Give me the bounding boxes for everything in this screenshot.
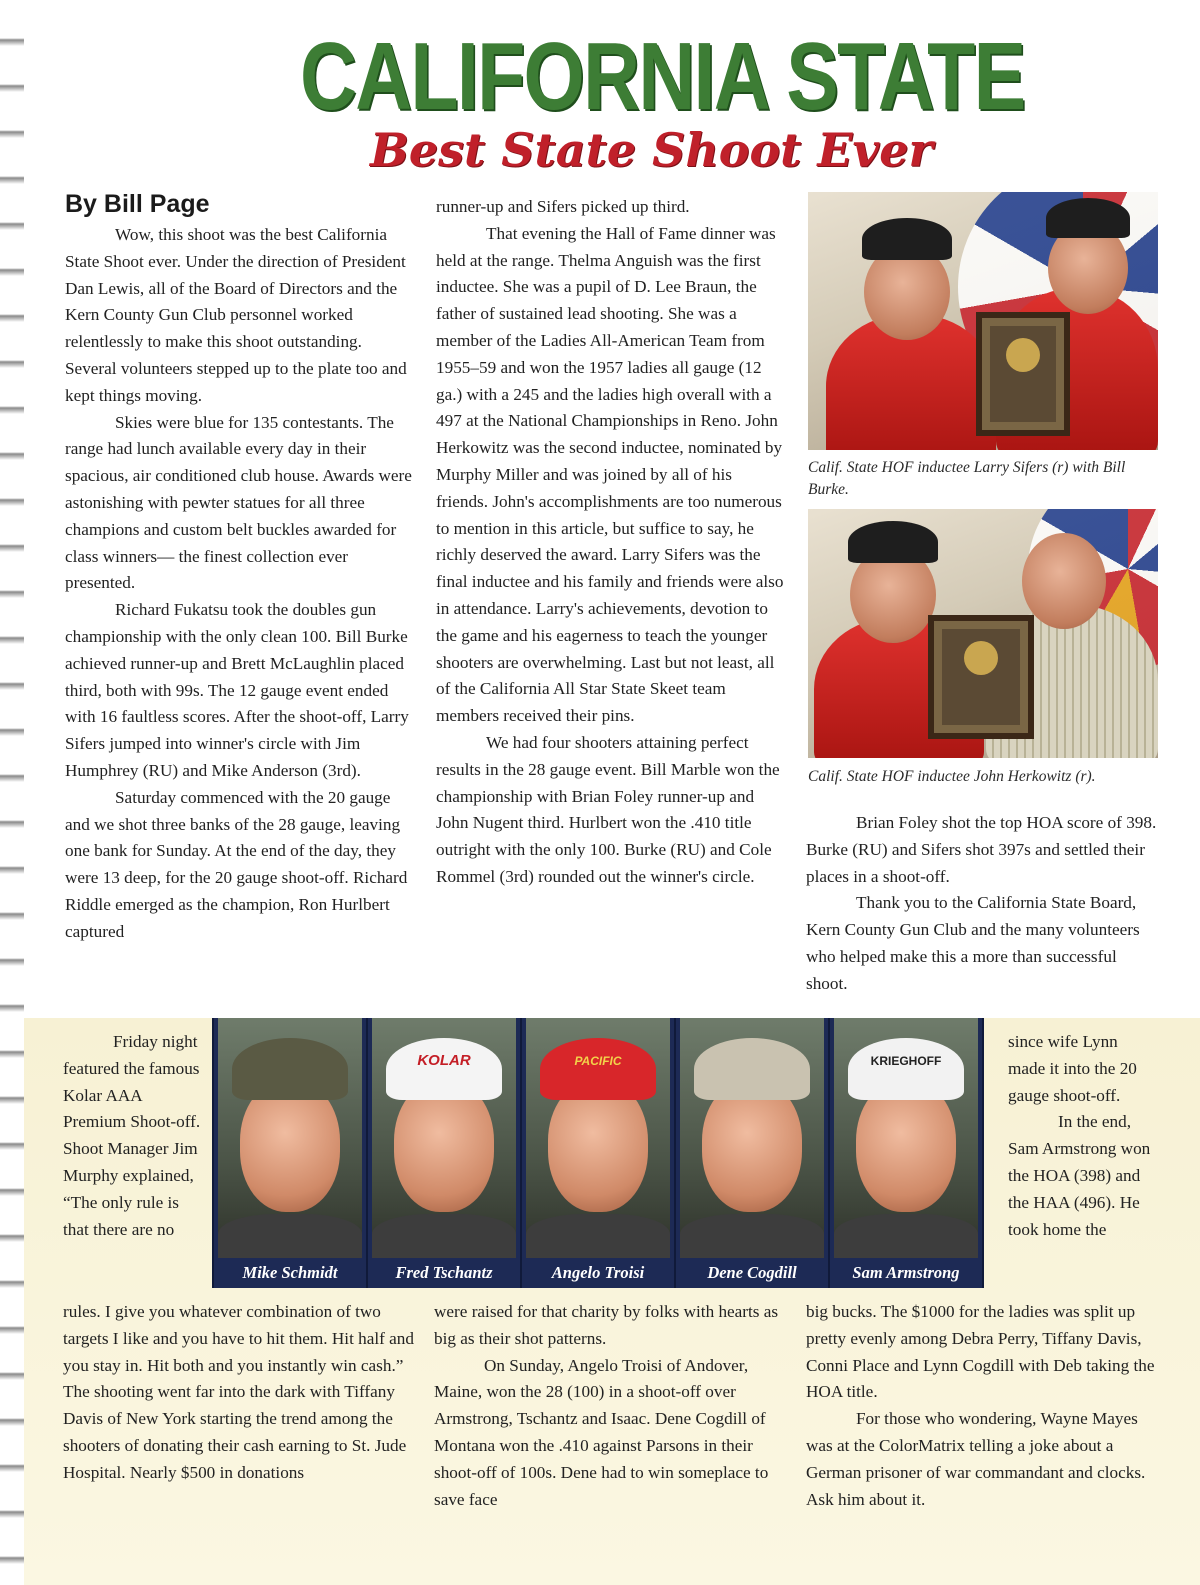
portrait-name: Fred Tschantz	[368, 1258, 520, 1288]
paragraph: Richard Fukatsu took the doubles gun championship with the only clean 100. Bill Burke achieved runner-up and Brett McLaughlin placed third, both with 99s. The 12 gauge event ended with 16 faultless scores. After the shoot-off, Larry Sifers jumped into winner's circle with Jim Humphrey (RU) and Mike Anderson (3rd).	[65, 600, 409, 780]
subheadline: Best State Shoot Ever	[370, 123, 933, 177]
paragraph: That evening the Hall of Fame dinner was held at the range. Thelma Anguish was the first inductee. She was a pupil of D. Lee Braun, the father of sustained lead shooting. She was a member of the Ladies All-American Team from 1955–59 and won the 1957 ladies all gauge (12 ga.) with a 245 and the ladies high overall with a 497 at the National Championships in Reno. John Herkowitz was the second inductee, nominated by Murphy Miller and was joined by all of his friends. John's accomplishments are too numerous to mention in this article, but suffice to say, he richly deserved the award. Larry Sifers was the final inductee and his family and friends were also in attendance. Larry's achievements, devotion to the game and his eagerness to teach the younger shooters are overwhelming. Last but not least, all of the California All Star State Skeet team members received their pins.	[436, 223, 784, 726]
cap-logo: PACIFIC	[574, 1054, 622, 1068]
portrait-name: Dene Cogdill	[676, 1258, 828, 1288]
award-plaque	[928, 615, 1034, 739]
portrait-shirt	[834, 1214, 978, 1264]
article-column-2	[436, 194, 784, 891]
portrait-shirt	[680, 1214, 824, 1264]
photo-sifers-burke	[808, 192, 1158, 450]
paragraph: big bucks. The $1000 for the ladies was split up pretty evenly among Debra Perry, Tiffany Davis, Conni Place and Lynn Cogdill with Deb taking the HOA title.	[806, 1302, 1155, 1402]
paragraph: were raised for that charity by folks with hearts as big as their shot patterns.	[434, 1302, 779, 1348]
sidebar-column-1	[63, 1299, 415, 1487]
paragraph: Saturday commenced with the 20 gauge and we shot three banks of the 28 gauge, leaving one bank for Sunday. At the end of the day, they were 13 deep, for the 20 gauge shoot-off. Richard Riddle emerged as the champion, Ron Hurlbert captured	[65, 787, 408, 941]
article-column-3	[806, 810, 1158, 998]
paragraph: Friday night featured the famous Kolar AAA Premium Shoot-off. Shoot Manager Jim Murphy explained, “The only rule is that there are no	[63, 1032, 201, 1239]
portrait-fred-tschantz	[366, 1018, 522, 1288]
award-plaque	[976, 312, 1070, 436]
paragraph: In the end, Sam Armstrong won the HOA (398) and the HAA (496). He took home the	[1008, 1112, 1151, 1239]
face-right	[1022, 533, 1106, 629]
paragraph: Thank you to the California State Board, Kern County Gun Club and the many volunteers who helped make this a more than successful shoot.	[806, 893, 1140, 993]
paragraph: On Sunday, Angelo Troisi of Andover, Maine, won the 28 (100) in a shoot-off over Armstrong, Tschantz and Isaac. Dene Cogdill of Montana won the .410 against Parsons in their shoot-off of 100s. Dene had to win someplace to save face	[434, 1355, 769, 1509]
cap-logo: KRIEGHOFF	[870, 1054, 942, 1068]
portrait-cap	[848, 1038, 964, 1100]
portrait-name: Mike Schmidt	[214, 1258, 366, 1288]
photo-herkowitz	[808, 509, 1158, 758]
sidebar-column-2	[434, 1299, 784, 1513]
portrait-dene-cogdill	[674, 1018, 830, 1288]
portrait-cap	[540, 1038, 656, 1100]
paragraph: Wow, this shoot was the best California State Shoot ever. Under the direction of President Dan Lewis, all of the Board of Directors and the Kern County Gun Club personnel worked relentlessly to make this shoot outstanding. Several volunteers stepped up to the plate too and kept things moving.	[65, 225, 407, 405]
sidebar-right-wrap	[1008, 1029, 1158, 1243]
portrait-mike-schmidt	[212, 1018, 368, 1288]
paragraph: For those who wondering, Wayne Mayes was at the ColorMatrix telling a joke about a German prisoner of war commandant and clocks. Ask him about it.	[806, 1409, 1146, 1509]
cap-left	[862, 218, 952, 260]
portrait-angelo-troisi	[520, 1018, 676, 1288]
cap-logo: KOLAR	[417, 1052, 471, 1069]
headline: CALIFORNIA STATE	[300, 23, 1025, 130]
paragraph: since wife Lynn made it into the 20 gauge shoot-off.	[1008, 1032, 1137, 1105]
cap-left	[848, 521, 938, 563]
cap-right	[1046, 198, 1130, 238]
portrait-name: Angelo Troisi	[522, 1258, 674, 1288]
paragraph: We had four shooters attaining perfect results in the 28 gauge event. Bill Marble won the championship with Brian Foley runner-up and John Nugent third. Hurlbert won the .410 title outright with the only 100. Burke (RU) and Cole Rommel (3rd) rounded out the winner's circle.	[436, 732, 780, 886]
portrait-cap	[232, 1038, 348, 1100]
paragraph: Brian Foley shot the top HOA score of 398. Burke (RU) and Sifers shot 397s and settled their places in a shoot-off.	[806, 813, 1157, 886]
paragraph: Skies were blue for 135 contestants. The range had lunch available every day in their spacious, air conditioned club house. Awards were astonishing with pewter statues for all three champions and custom belt buckles awarded for class winners— the finest collection ever presented.	[65, 412, 412, 593]
paragraph: runner-up and Sifers picked up third.	[436, 197, 690, 216]
article-column-1	[65, 186, 413, 946]
paragraph: rules. I give you whatever combination of two targets I like and you have to hit them. Hit half and you stay in. Hit both and you instantly win cash.” The shooting went far into the dark with Tiffany Davis of New York starting the trend among the shooters of donating their cash earning to St. Jude Hospital. Nearly $500 in donations	[63, 1302, 414, 1482]
scanned-edge	[0, 0, 24, 1585]
byline: By Bill Page	[65, 190, 210, 218]
portrait-cap	[694, 1038, 810, 1100]
portrait-shirt	[526, 1214, 670, 1264]
portrait-name: Sam Armstrong	[830, 1258, 982, 1288]
portrait-cap	[386, 1038, 502, 1100]
portrait-shirt	[372, 1214, 516, 1264]
portrait-sam-armstrong	[828, 1018, 984, 1288]
portrait-shirt	[218, 1214, 362, 1264]
photo-caption-2: Calif. State HOF inductee John Herkowitz (r).	[808, 768, 1096, 785]
sidebar-left-wrap	[63, 1029, 209, 1243]
photo-caption-1: Calif. State HOF inductee Larry Sifers (r) with Bill Burke.	[808, 459, 1126, 498]
sidebar-column-3	[806, 1299, 1158, 1513]
